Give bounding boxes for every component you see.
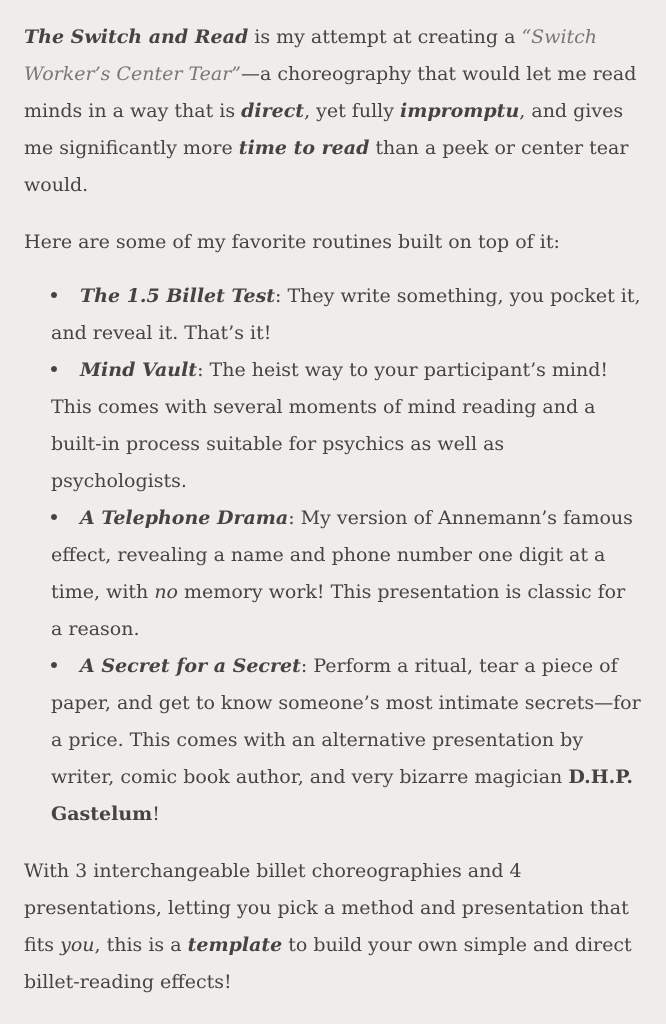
routine-description-end: ! xyxy=(152,803,160,825)
routine-description: : They write something, you pocket it, and reveal it. That’s it! xyxy=(51,285,641,344)
product-title: The Switch and Read xyxy=(24,26,249,48)
routine-name: A Telephone Drama xyxy=(80,507,289,529)
author-name: D.H.P. Gastelum xyxy=(51,766,634,825)
emphasis-direct: direct xyxy=(241,100,305,122)
list-item xyxy=(51,648,642,833)
routine-description: : My version of Annemann’s famous effect, revealing a name and phone number one digit at a time, with xyxy=(51,507,633,603)
bullet-icon xyxy=(51,514,57,520)
routine-name: Mind Vault xyxy=(80,359,198,381)
emphasis-template: template xyxy=(187,934,283,956)
routine-description-end: memory work! This presentation is classic for a reason. xyxy=(51,581,626,640)
routine-name: The 1.5 Billet Test xyxy=(80,285,276,307)
intro-text-5: than a peek or center tear would. xyxy=(24,137,629,196)
emphasis-you: you xyxy=(60,934,95,956)
closing-paragraph xyxy=(24,853,642,1001)
emphasis-impromptu: impromptu xyxy=(400,100,520,122)
emphasis-time-to-read: time to read xyxy=(238,137,370,159)
intro-text-4: , and gives me significantly more xyxy=(24,100,624,159)
closing-text-3: to build your own simple and direct billet-reading effects! xyxy=(24,934,632,993)
intro-quote: “Switch Worker’s Center Tear” xyxy=(24,26,598,85)
routines-lead: Here are some of my favorite routines built on top of it: xyxy=(24,231,560,253)
emphasis-no: no xyxy=(154,581,178,603)
bullet-icon xyxy=(51,366,57,372)
closing-text-1: With 3 interchangeable billet choreographies and 4 presentations, letting you pick a method and presentation that fits xyxy=(24,860,629,956)
list-item xyxy=(51,278,642,352)
routine-name: A Secret for a Secret xyxy=(80,655,301,677)
intro-paragraph xyxy=(24,19,642,204)
bullet-icon xyxy=(51,292,57,298)
list-item xyxy=(51,500,642,648)
intro-text-2: —a choreography that would let me read minds in a way that is xyxy=(24,63,637,122)
list-item xyxy=(51,352,642,500)
closing-text-2: , this is a xyxy=(94,934,188,956)
routine-description: : Perform a ritual, tear a piece of paper, and get to know someone’s most intimate secrets—for a price. This comes with an alternative presentation by writer, comic book author, and very bizarre magician xyxy=(51,655,641,788)
routines-list xyxy=(24,278,642,833)
bullet-icon xyxy=(51,662,57,668)
intro-text-3: , yet fully xyxy=(304,100,400,122)
routine-description: : The heist way to your participant’s mind! This comes with several moments of mind reading and a built-in process suitable for psychics as well as psychologists. xyxy=(51,359,609,492)
intro-text-1: is my attempt at creating a xyxy=(248,26,522,48)
